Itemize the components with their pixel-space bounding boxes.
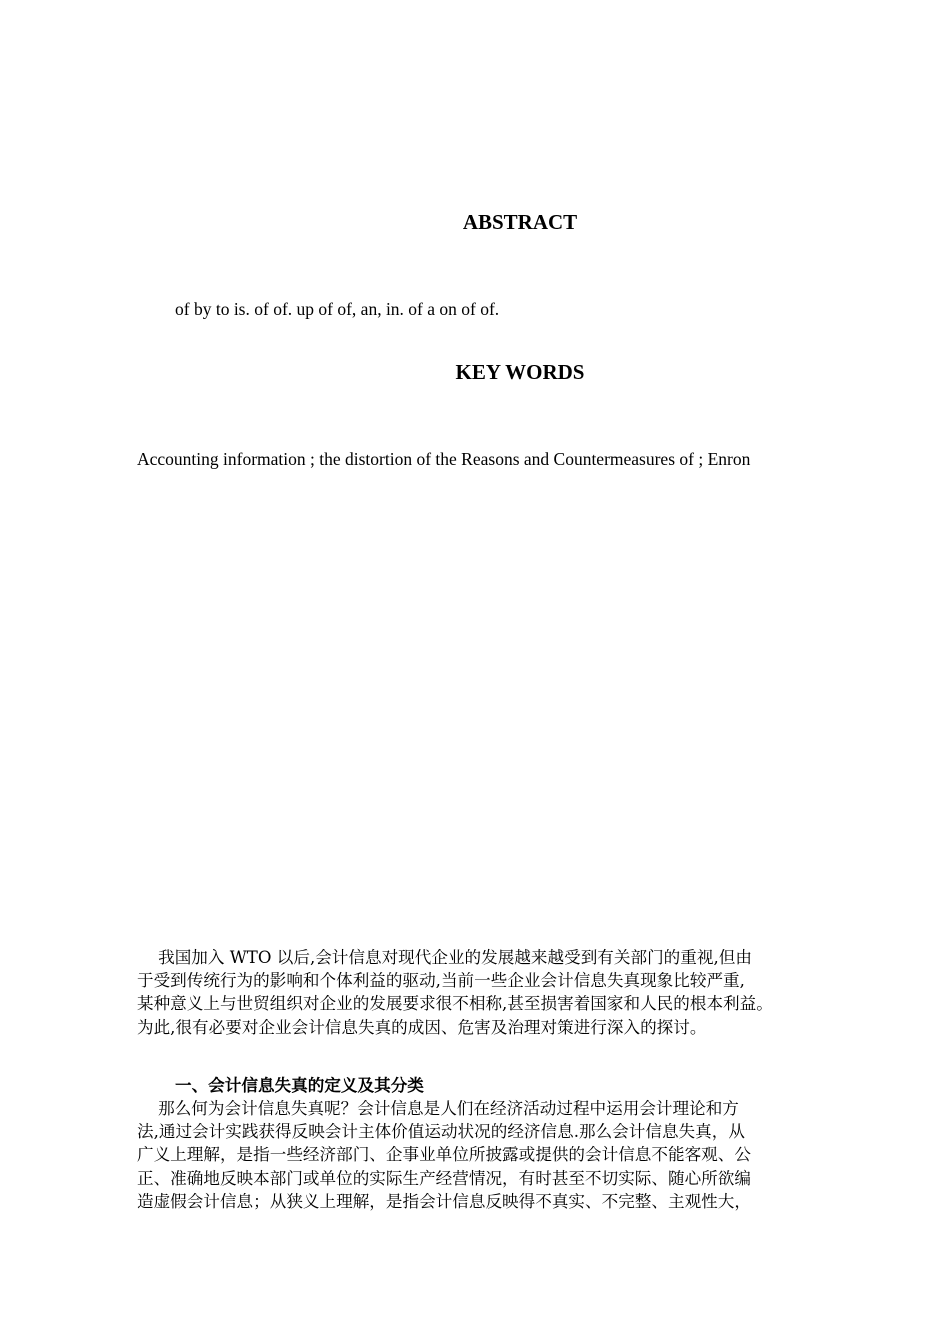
abstract-body: of by to is. of of. up of of, an, in. of a on of of. <box>175 299 500 319</box>
section-1-paragraph <box>137 1097 877 1213</box>
intro-paragraph <box>137 946 877 1039</box>
intro-line: 为此,很有必要对企业会计信息失真的成因、危害及治理对策进行深入的探讨。 <box>137 1017 707 1037</box>
section-1-line: 造虚假会计信息；从狭义上理解，是指会计信息反映得不真实、不完整、主观性大， <box>137 1191 751 1211</box>
section-1-line: 那么何为会计信息失真呢？会计信息是人们在经济活动过程中运用会计理论和方 <box>137 1099 739 1118</box>
section-1-line: 法,通过会计实践获得反映会计主体价值运动状况的经济信息.那么会计信息失真，从 <box>137 1122 745 1142</box>
section-1-title: 一、会计信息失真的定义及其分类 <box>175 1076 424 1095</box>
section-1-line: 广义上理解，是指一些经济部门、企事业单位所披露或提供的会计信息不能客观、公 <box>137 1145 751 1165</box>
intro-line: 某种意义上与世贸组织对企业的发展要求很不相称,甚至损害着国家和人民的根本利益。 <box>137 994 773 1014</box>
section-1-line: 正、准确地反映本部门或单位的实际生产经营情况，有时甚至不切实际、随心所欲编 <box>137 1168 751 1188</box>
intro-line: 我国加入 WTO 以后,会计信息对现代企业的发展越来越受到有关部门的重视,但由 <box>137 948 752 967</box>
abstract-heading: ABSTRACT <box>462 210 578 234</box>
keywords-body: Accounting information ; the distortion of the Reasons and Countermeasures of ; Enron <box>137 449 751 469</box>
keywords-heading: KEY WORDS <box>455 360 585 384</box>
intro-line: 于受到传统行为的影响和个体利益的驱动,当前一些企业会计信息失真现象比较严重, <box>137 971 745 991</box>
